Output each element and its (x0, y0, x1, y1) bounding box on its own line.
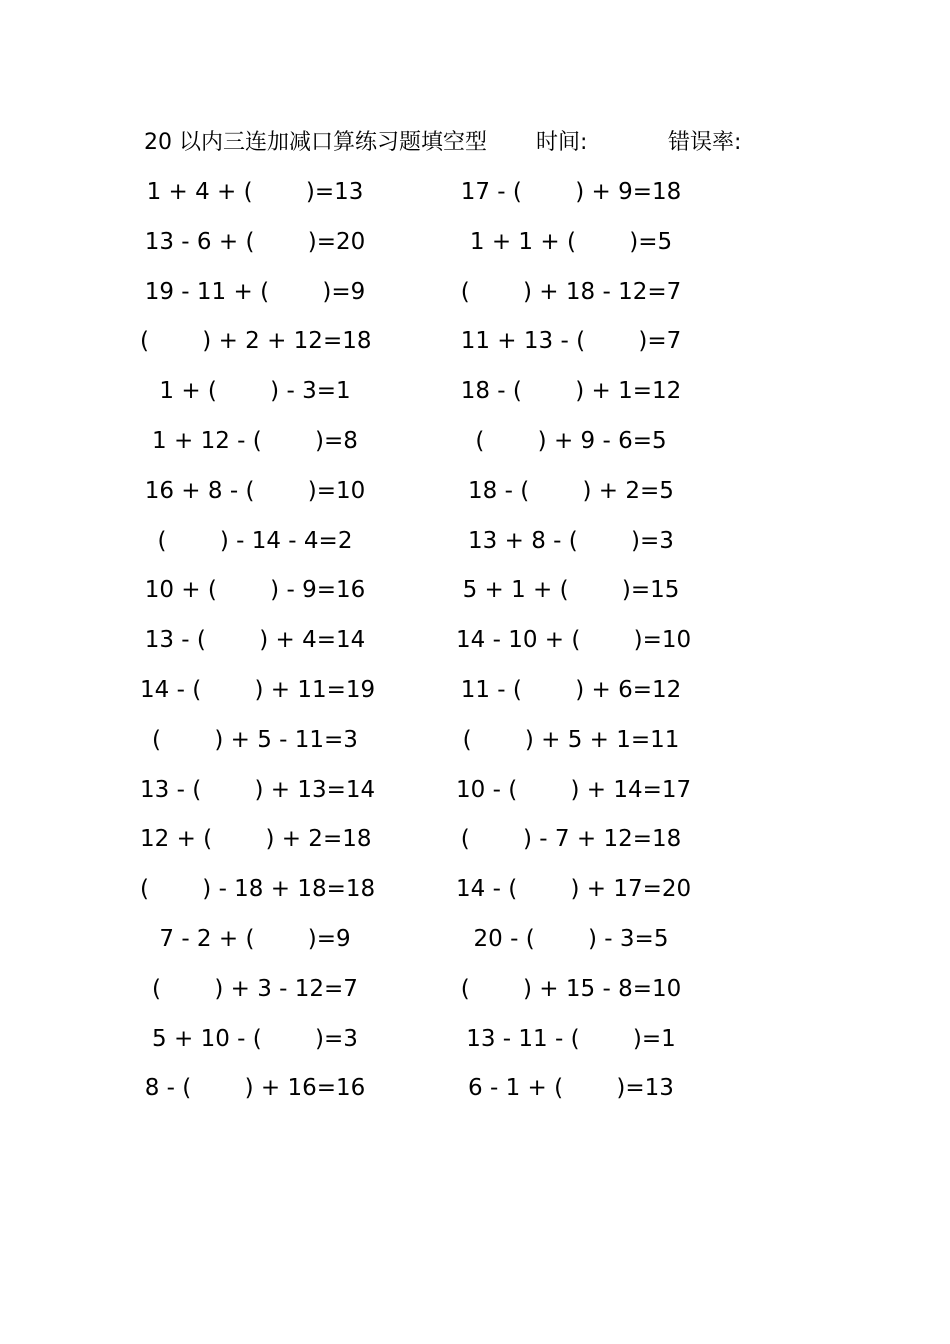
problem-left: 5 + 10 - ( )=3 (152, 1025, 358, 1052)
problem-left: 1 + 12 - ( )=8 (152, 427, 358, 454)
problem-row (0, 919, 950, 969)
error-rate-label: 错误率: (668, 130, 742, 155)
problem-row (0, 272, 950, 322)
problem-row (0, 471, 950, 521)
problem-row (0, 1019, 950, 1069)
problem-row (0, 521, 950, 571)
problem-right: ( ) + 5 + 1=11 (462, 726, 680, 753)
page-title: 20 以内三连加减口算练习题填空型 (144, 130, 487, 155)
time-label: 时间: (536, 130, 588, 155)
problem-left: 1 + 4 + ( )=13 (146, 179, 364, 205)
problem-right: 18 - ( ) + 2=5 (468, 477, 674, 504)
problem-left: ( ) + 2 + 12=18 (140, 328, 372, 355)
problem-row (0, 869, 950, 919)
problem-right: 18 - ( ) + 1=12 (460, 378, 682, 405)
problem-right: 10 - ( ) + 14=17 (456, 776, 692, 803)
problem-right: 17 - ( ) + 9=18 (460, 179, 682, 205)
problem-right: 14 - ( ) + 17=20 (456, 876, 692, 903)
problem-row (0, 720, 950, 770)
problem-row (0, 570, 950, 620)
problem-row (0, 819, 950, 869)
problem-row (0, 670, 950, 720)
problem-row (0, 321, 950, 371)
problem-left: 13 - 6 + ( )=20 (144, 228, 366, 255)
problem-left: 7 - 2 + ( )=9 (159, 925, 351, 952)
worksheet-header (0, 126, 950, 160)
problem-row (0, 770, 950, 820)
problem-left: ( ) - 14 - 4=2 (157, 527, 353, 554)
problem-left: 12 + ( ) + 2=18 (140, 826, 372, 853)
problem-right: ( ) + 18 - 12=7 (460, 278, 682, 305)
problem-row (0, 371, 950, 421)
problem-right: 5 + 1 + ( )=15 (462, 577, 680, 604)
problem-right: 20 - ( ) - 3=5 (473, 925, 669, 952)
problem-row (0, 1068, 950, 1118)
problem-left: 13 - ( ) + 13=14 (140, 776, 376, 803)
problem-left: 13 - ( ) + 4=14 (144, 627, 366, 654)
problem-row (0, 222, 950, 272)
problem-row (0, 620, 950, 670)
problem-right: 1 + 1 + ( )=5 (469, 228, 673, 255)
problem-left: ( ) + 5 - 11=3 (152, 726, 358, 753)
problem-row (0, 172, 950, 222)
problem-left: ( ) - 18 + 18=18 (140, 876, 376, 903)
problem-right: 14 - 10 + ( )=10 (456, 627, 692, 654)
problem-right: ( ) + 15 - 8=10 (460, 975, 682, 1002)
problem-left: 14 - ( ) + 11=19 (140, 676, 376, 703)
problem-left: 16 + 8 - ( )=10 (144, 477, 366, 504)
problem-row (0, 421, 950, 471)
problem-row (0, 969, 950, 1019)
problem-left: 1 + ( ) - 3=1 (159, 378, 351, 405)
problem-right: 11 - ( ) + 6=12 (460, 676, 682, 703)
problem-right: ( ) + 9 - 6=5 (475, 427, 667, 454)
problem-left: ( ) + 3 - 12=7 (152, 975, 358, 1002)
problem-right: 13 - 11 - ( )=1 (466, 1025, 676, 1052)
problem-right: 6 - 1 + ( )=13 (468, 1075, 674, 1102)
problem-right: 11 + 13 - ( )=7 (460, 328, 682, 355)
problem-grid (0, 172, 950, 1118)
problem-right: ( ) - 7 + 12=18 (460, 826, 682, 853)
problem-left: 19 - 11 + ( )=9 (144, 278, 366, 305)
problem-right: 13 + 8 - ( )=3 (468, 527, 674, 554)
problem-left: 8 - ( ) + 16=16 (144, 1075, 366, 1102)
problem-left: 10 + ( ) - 9=16 (144, 577, 366, 604)
